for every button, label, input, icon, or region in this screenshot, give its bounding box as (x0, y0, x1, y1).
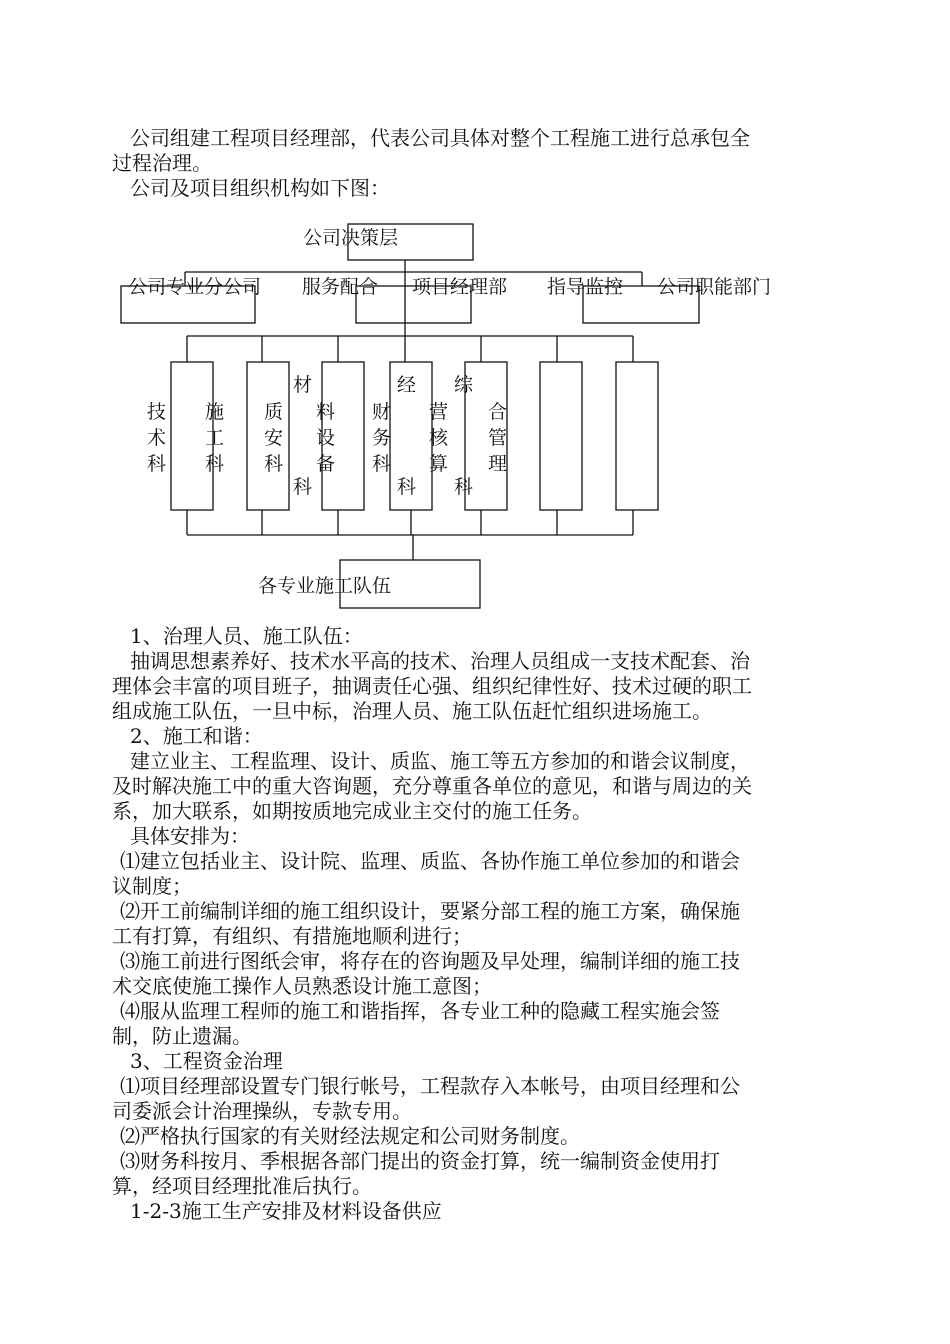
org-label-subsidiary: 公司专业分公司 (128, 276, 262, 298)
svg-text:科: 科 (205, 453, 225, 475)
svg-text:经: 经 (397, 374, 417, 396)
svg-text:设: 设 (316, 427, 336, 449)
svg-text:技: 技 (147, 401, 167, 423)
body-line: 算，经项目经理批准后执行。 (112, 1174, 372, 1198)
body-line: 议制度； (112, 874, 192, 898)
body-line: ⑵严格执行国家的有关财经法规定和公司财务制度。 (120, 1124, 580, 1148)
section-heading-1: 1、治理人员、施工队伍： (130, 624, 363, 648)
dept-label-3 (264, 401, 283, 475)
svg-text:科: 科 (397, 476, 417, 498)
dept-label-5 (372, 401, 391, 475)
org-chart (0, 0, 950, 640)
section-heading-4: 1-2-3施工生产安排及材料设备供应 (130, 1199, 442, 1223)
body-line: ⑶施工前进行图纸会审，将存在的咨询题及早处理，编制详细的施工技 (120, 949, 740, 973)
body-line: ⑷服从监理工程师的施工和谐指挥，各专业工种的隐藏工程实施会签 (120, 999, 720, 1023)
intro-paragraph-line-2: 过程治理。 (112, 151, 212, 175)
svg-text:营: 营 (429, 401, 449, 423)
body-line: 司委派会计治理操纵，专款专用。 (112, 1099, 412, 1123)
svg-text:算: 算 (429, 453, 449, 475)
body-line: 具体安排为： (130, 824, 250, 848)
svg-text:材: 材 (293, 374, 313, 396)
org-label-guide-relation: 指导监控 (547, 276, 624, 298)
body-line: ⑵开工前编制详细的施工组织设计，要紧分部工程的施工方案，确保施 (120, 899, 740, 923)
intro-paragraph-line-1: 公司组建工程项目经理部，代表公司具体对整个工程施工进行总承包全 (130, 126, 750, 150)
body-line: 建立业主、工程监理、设计、质监、施工等五方参加的和谐会议制度， (130, 749, 750, 773)
org-label-bottom: 各专业施工队伍 (258, 575, 392, 597)
svg-text:综: 综 (454, 374, 474, 396)
body-line: 系，加大联系，如期按质地完成业主交付的施工任务。 (112, 799, 592, 823)
org-label-functional: 公司职能部门 (657, 276, 772, 298)
svg-text:科: 科 (454, 476, 474, 498)
body-line: 理体会丰富的项目班子，抽调责任心强、组织纪律性好、技术过硬的职工 (112, 674, 752, 698)
svg-text:理: 理 (488, 453, 508, 475)
svg-text:科: 科 (264, 453, 284, 475)
svg-text:术: 术 (147, 427, 167, 449)
dept-label-6 (397, 374, 449, 498)
body-line: ⑴项目经理部设置专门银行帐号，工程款存入本帐号，由项目经理和公 (120, 1074, 740, 1098)
svg-text:科: 科 (147, 453, 167, 475)
body-line: ⑴建立包括业主、设计院、监理、质监、各协作施工单位参加的和谐会 (120, 849, 740, 873)
body-line: 术交底使施工操作人员熟悉设计施工意图； (112, 974, 492, 998)
svg-text:质: 质 (264, 401, 284, 423)
section-heading-2: 2、施工和谐： (130, 724, 263, 748)
svg-text:财: 财 (372, 401, 392, 423)
svg-text:安: 安 (264, 427, 284, 449)
body-line: 及时解决施工中的重大咨询题，充分尊重各单位的意见，和谐与周边的关 (112, 774, 752, 798)
org-box-dept-6 (540, 362, 582, 510)
dept-label-1 (147, 401, 166, 475)
org-label-top: 公司决策层 (303, 227, 399, 249)
body-line: 制，防止遗漏。 (112, 1024, 252, 1048)
svg-text:料: 料 (316, 401, 336, 423)
org-box-dept-7 (616, 362, 658, 510)
body-line: 组成施工队伍，一旦中标，治理人员、施工队伍赶忙组织进场施工。 (112, 699, 712, 723)
dept-label-4 (293, 374, 335, 498)
org-label-service-relation: 服务配合 (302, 276, 379, 298)
body-line: ⑶财务科按月、季根据各部门提出的资金打算，统一编制资金使用打 (120, 1149, 720, 1173)
svg-text:管: 管 (488, 427, 508, 449)
svg-text:科: 科 (293, 476, 313, 498)
svg-text:科: 科 (372, 453, 392, 475)
svg-text:合: 合 (488, 401, 508, 423)
org-label-project-dept: 项目经理部 (412, 276, 508, 298)
dept-label-7 (454, 374, 507, 498)
svg-text:施: 施 (205, 401, 225, 423)
svg-text:核: 核 (429, 427, 449, 449)
intro-chart-caption: 公司及项目组织机构如下图： (130, 176, 390, 200)
svg-text:务: 务 (372, 427, 392, 449)
body-line: 抽调思想素养好、技术水平高的技术、治理人员组成一支技术配套、治 (130, 649, 750, 673)
svg-text:工: 工 (205, 427, 225, 449)
dept-label-2 (205, 401, 224, 475)
svg-text:备: 备 (316, 453, 336, 475)
section-heading-3: 3、工程资金治理 (130, 1049, 283, 1073)
body-line: 工有打算，有组织、有措施地顺利进行； (112, 924, 472, 948)
